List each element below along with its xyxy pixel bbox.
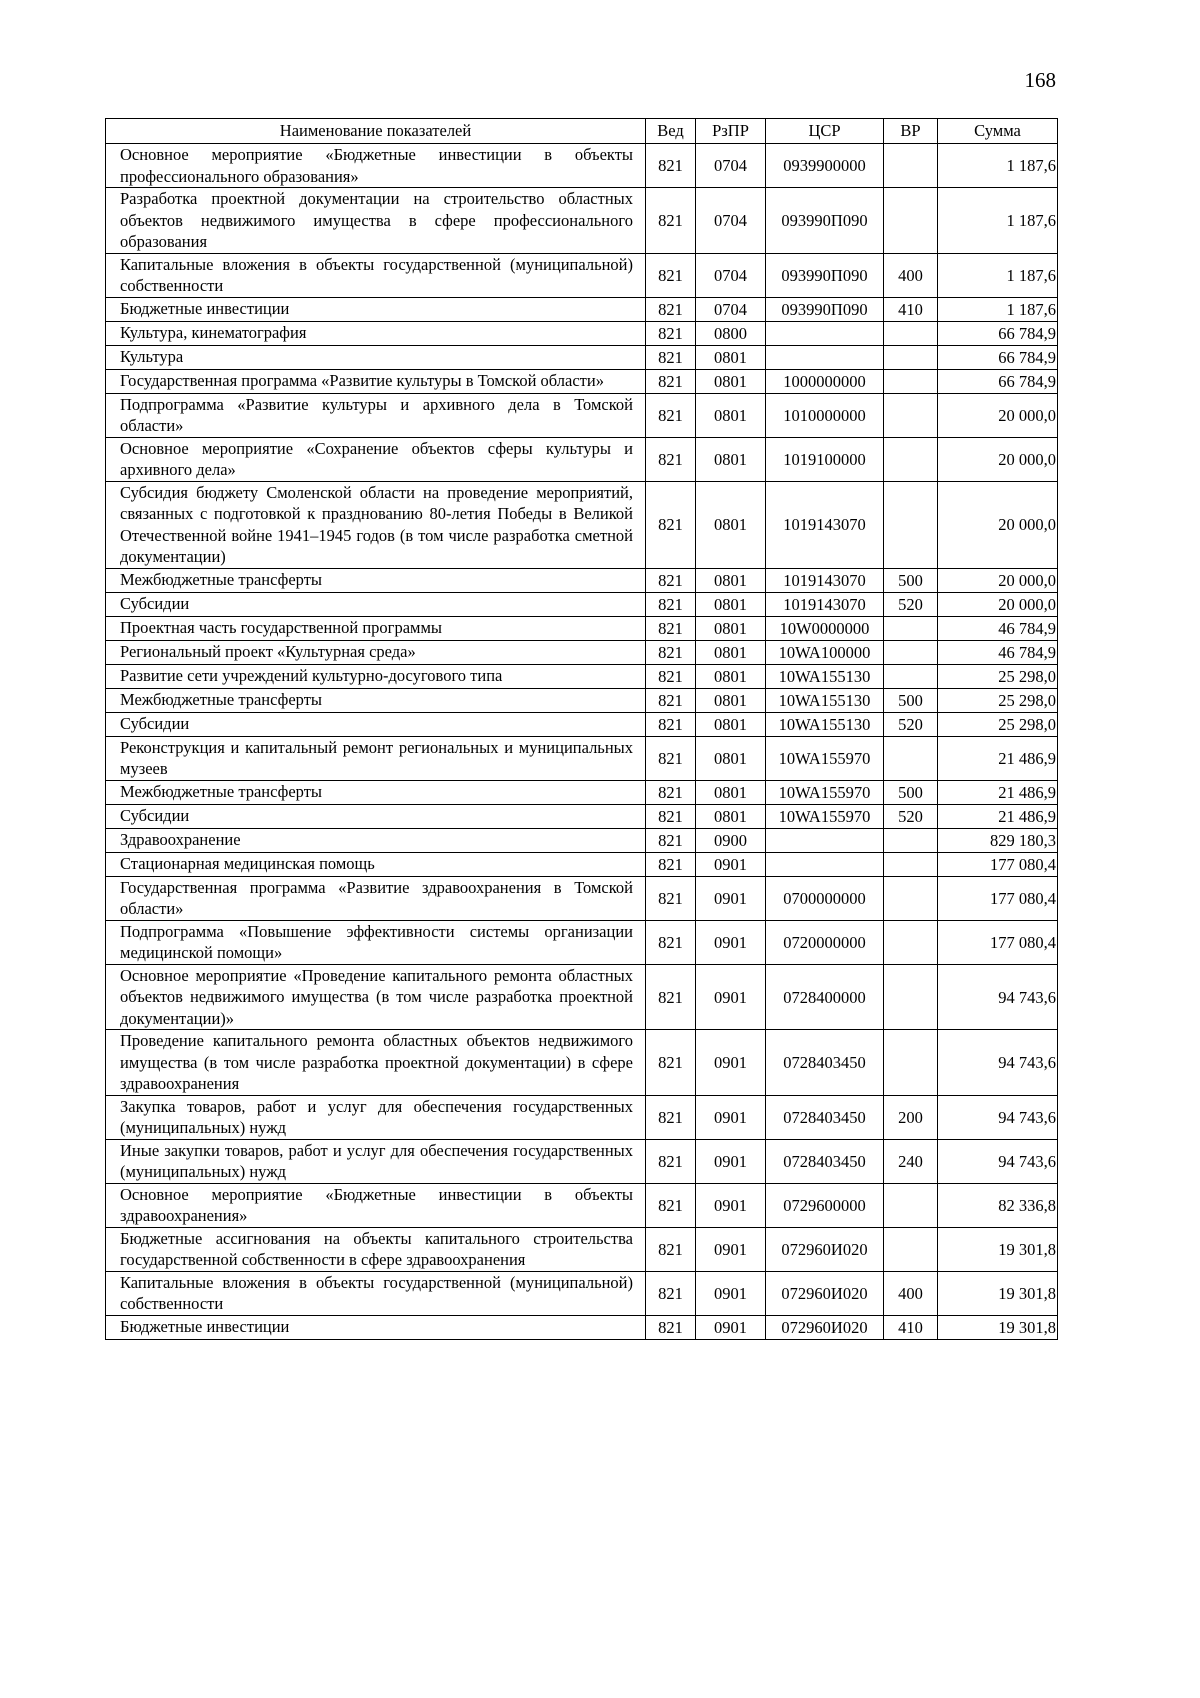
cell-sum: 20 000,0: [938, 437, 1058, 481]
cell-name: Региональный проект «Культурная среда»: [106, 640, 646, 664]
cell-sum: 20 000,0: [938, 393, 1058, 437]
cell-ved: 821: [646, 1095, 696, 1139]
cell-sum: 177 080,4: [938, 876, 1058, 920]
cell-ved: 821: [646, 920, 696, 964]
cell-rzpr: 0901: [696, 1095, 766, 1139]
cell-sum: 829 180,3: [938, 828, 1058, 852]
cell-rzpr: 0801: [696, 640, 766, 664]
cell-ved: 821: [646, 369, 696, 393]
cell-vr: [884, 964, 938, 1030]
cell-vr: 500: [884, 688, 938, 712]
cell-csr: 1019143070: [766, 568, 884, 592]
cell-name: Стационарная медицинская помощь: [106, 852, 646, 876]
cell-csr: 0720000000: [766, 920, 884, 964]
cell-ved: 821: [646, 1271, 696, 1315]
header-name: Наименование показателей: [106, 119, 646, 144]
cell-rzpr: 0704: [696, 253, 766, 297]
cell-rzpr: 0801: [696, 437, 766, 481]
cell-vr: 400: [884, 1271, 938, 1315]
cell-vr: 200: [884, 1095, 938, 1139]
cell-ved: 821: [646, 688, 696, 712]
cell-csr: 1000000000: [766, 369, 884, 393]
cell-vr: 500: [884, 568, 938, 592]
table-row: [106, 481, 1058, 568]
cell-name: Субсидии: [106, 804, 646, 828]
cell-name: Культура, кинематография: [106, 321, 646, 345]
cell-csr: 072960И020: [766, 1227, 884, 1271]
cell-sum: 21 486,9: [938, 780, 1058, 804]
cell-vr: [884, 1227, 938, 1271]
table-row: [106, 1139, 1058, 1183]
cell-rzpr: 0901: [696, 1315, 766, 1339]
cell-vr: [884, 920, 938, 964]
header-vr: ВР: [884, 119, 938, 144]
table-row: [106, 1315, 1058, 1339]
cell-name: Межбюджетные трансферты: [106, 780, 646, 804]
cell-vr: [884, 345, 938, 369]
cell-rzpr: 0901: [696, 1227, 766, 1271]
cell-vr: [884, 876, 938, 920]
cell-sum: 46 784,9: [938, 640, 1058, 664]
cell-name: Государственная программа «Развитие здравоохранения в Томской области»: [106, 876, 646, 920]
cell-csr: 1019143070: [766, 481, 884, 568]
cell-vr: [884, 437, 938, 481]
cell-ved: 821: [646, 712, 696, 736]
cell-csr: 093990П090: [766, 188, 884, 254]
cell-vr: 400: [884, 253, 938, 297]
cell-vr: [884, 828, 938, 852]
cell-rzpr: 0801: [696, 616, 766, 640]
cell-name: Государственная программа «Развитие культуры в Томской области»: [106, 369, 646, 393]
cell-sum: 21 486,9: [938, 736, 1058, 780]
table-row: [106, 664, 1058, 688]
cell-name: Проектная часть государственной программы: [106, 616, 646, 640]
cell-sum: 1 187,6: [938, 188, 1058, 254]
cell-ved: 821: [646, 393, 696, 437]
table-row: [106, 640, 1058, 664]
cell-name: Разработка проектной документации на строительство областных объектов недвижимого имущества в сфере профессионального образования: [106, 188, 646, 254]
cell-name: Здравоохранение: [106, 828, 646, 852]
cell-sum: 19 301,8: [938, 1315, 1058, 1339]
cell-ved: 821: [646, 481, 696, 568]
cell-sum: 94 743,6: [938, 1095, 1058, 1139]
cell-csr: 0728403450: [766, 1139, 884, 1183]
cell-rzpr: 0901: [696, 1030, 766, 1096]
cell-csr: 1010000000: [766, 393, 884, 437]
cell-csr: 10WA155970: [766, 780, 884, 804]
cell-vr: 520: [884, 804, 938, 828]
table-row: [106, 964, 1058, 1030]
cell-ved: 821: [646, 876, 696, 920]
cell-vr: [884, 616, 938, 640]
cell-name: Основное мероприятие «Бюджетные инвестиции в объекты профессионального образования»: [106, 144, 646, 188]
table-row: [106, 1271, 1058, 1315]
table-row: [106, 1183, 1058, 1227]
cell-ved: 821: [646, 253, 696, 297]
cell-ved: 821: [646, 188, 696, 254]
table-row: [106, 1227, 1058, 1271]
cell-csr: 10WA155130: [766, 664, 884, 688]
cell-rzpr: 0801: [696, 804, 766, 828]
cell-sum: 25 298,0: [938, 712, 1058, 736]
cell-rzpr: 0901: [696, 1183, 766, 1227]
cell-csr: 0700000000: [766, 876, 884, 920]
cell-rzpr: 0704: [696, 144, 766, 188]
cell-ved: 821: [646, 616, 696, 640]
cell-sum: 1 187,6: [938, 144, 1058, 188]
table-row: [106, 712, 1058, 736]
cell-rzpr: 0801: [696, 664, 766, 688]
cell-csr: 0939900000: [766, 144, 884, 188]
cell-vr: [884, 144, 938, 188]
cell-rzpr: 0801: [696, 369, 766, 393]
cell-csr: 10WA100000: [766, 640, 884, 664]
cell-rzpr: 0801: [696, 345, 766, 369]
cell-rzpr: 0704: [696, 188, 766, 254]
cell-csr: [766, 345, 884, 369]
cell-rzpr: 0801: [696, 780, 766, 804]
cell-sum: 66 784,9: [938, 321, 1058, 345]
cell-csr: 10WA155130: [766, 688, 884, 712]
cell-vr: [884, 852, 938, 876]
cell-sum: 94 743,6: [938, 1030, 1058, 1096]
cell-csr: 10WA155130: [766, 712, 884, 736]
cell-rzpr: 0901: [696, 1139, 766, 1183]
cell-vr: [884, 664, 938, 688]
cell-rzpr: 0801: [696, 592, 766, 616]
cell-name: Подпрограмма «Развитие культуры и архивного дела в Томской области»: [106, 393, 646, 437]
cell-ved: 821: [646, 1315, 696, 1339]
cell-vr: 520: [884, 592, 938, 616]
table-row: [106, 144, 1058, 188]
cell-rzpr: 0900: [696, 828, 766, 852]
cell-csr: 1019100000: [766, 437, 884, 481]
cell-name: Основное мероприятие «Сохранение объектов сферы культуры и архивного дела»: [106, 437, 646, 481]
cell-name: Субсидии: [106, 592, 646, 616]
table-row: [106, 804, 1058, 828]
cell-csr: 0728403450: [766, 1030, 884, 1096]
cell-vr: [884, 1183, 938, 1227]
cell-rzpr: 0901: [696, 964, 766, 1030]
cell-ved: 821: [646, 1030, 696, 1096]
cell-sum: 20 000,0: [938, 568, 1058, 592]
cell-ved: 821: [646, 640, 696, 664]
cell-ved: 821: [646, 828, 696, 852]
cell-sum: 25 298,0: [938, 664, 1058, 688]
cell-name: Бюджетные ассигнования на объекты капитального строительства государственной собственности в сфере здравоохранения: [106, 1227, 646, 1271]
table-row: [106, 321, 1058, 345]
cell-csr: 1019143070: [766, 592, 884, 616]
cell-ved: 821: [646, 592, 696, 616]
cell-vr: [884, 188, 938, 254]
cell-rzpr: 0901: [696, 920, 766, 964]
cell-csr: [766, 321, 884, 345]
cell-sum: 94 743,6: [938, 964, 1058, 1030]
cell-rzpr: 0801: [696, 481, 766, 568]
cell-vr: [884, 1030, 938, 1096]
cell-name: Капитальные вложения в объекты государственной (муниципальной) собственности: [106, 253, 646, 297]
cell-name: Бюджетные инвестиции: [106, 297, 646, 321]
cell-name: Капитальные вложения в объекты государственной (муниципальной) собственности: [106, 1271, 646, 1315]
cell-ved: 821: [646, 780, 696, 804]
cell-rzpr: 0801: [696, 712, 766, 736]
table-row: [106, 1095, 1058, 1139]
cell-sum: 19 301,8: [938, 1227, 1058, 1271]
cell-name: Иные закупки товаров, работ и услуг для обеспечения государственных (муниципальных) нужд: [106, 1139, 646, 1183]
cell-vr: [884, 736, 938, 780]
cell-ved: 821: [646, 736, 696, 780]
table-row: [106, 852, 1058, 876]
cell-rzpr: 0801: [696, 568, 766, 592]
table-row: [106, 393, 1058, 437]
cell-name: Субсидии: [106, 712, 646, 736]
table-body: [106, 144, 1058, 1340]
cell-ved: 821: [646, 664, 696, 688]
table-row: [106, 369, 1058, 393]
cell-sum: 94 743,6: [938, 1139, 1058, 1183]
cell-vr: [884, 369, 938, 393]
header-ved: Вед: [646, 119, 696, 144]
cell-ved: 821: [646, 437, 696, 481]
table-row: [106, 253, 1058, 297]
cell-name: Бюджетные инвестиции: [106, 1315, 646, 1339]
cell-name: Субсидия бюджету Смоленской области на проведение мероприятий, связанных с подготовкой к празднованию 80-летия Победы в Великой Отечественной войне 1941–1945 годов (в том числе разработка сметной документации): [106, 481, 646, 568]
cell-vr: 410: [884, 297, 938, 321]
cell-rzpr: 0704: [696, 297, 766, 321]
cell-ved: 821: [646, 568, 696, 592]
cell-name: Подпрограмма «Повышение эффективности системы организации медицинской помощи»: [106, 920, 646, 964]
cell-name: Межбюджетные трансферты: [106, 568, 646, 592]
cell-ved: 821: [646, 1227, 696, 1271]
table-row: [106, 568, 1058, 592]
cell-csr: 0729600000: [766, 1183, 884, 1227]
table-row: [106, 828, 1058, 852]
budget-table: [105, 118, 1058, 1340]
cell-csr: [766, 828, 884, 852]
header-rzpr: РзПР: [696, 119, 766, 144]
cell-rzpr: 0801: [696, 688, 766, 712]
table-row: [106, 592, 1058, 616]
table-row: [106, 1030, 1058, 1096]
cell-csr: [766, 852, 884, 876]
cell-ved: 821: [646, 964, 696, 1030]
cell-ved: 821: [646, 297, 696, 321]
cell-sum: 20 000,0: [938, 592, 1058, 616]
cell-rzpr: 0901: [696, 852, 766, 876]
table-row: [106, 688, 1058, 712]
cell-ved: 821: [646, 144, 696, 188]
cell-csr: 10WA155970: [766, 804, 884, 828]
cell-rzpr: 0801: [696, 736, 766, 780]
header-sum: Сумма: [938, 119, 1058, 144]
header-csr: ЦСР: [766, 119, 884, 144]
cell-name: Культура: [106, 345, 646, 369]
cell-rzpr: 0901: [696, 1271, 766, 1315]
cell-ved: 821: [646, 1183, 696, 1227]
cell-sum: 177 080,4: [938, 852, 1058, 876]
cell-vr: 410: [884, 1315, 938, 1339]
cell-name: Межбюджетные трансферты: [106, 688, 646, 712]
cell-name: Проведение капитального ремонта областных объектов недвижимого имущества (в том числе разработка проектной документации) в сфере здравоохранения: [106, 1030, 646, 1096]
table-row: [106, 297, 1058, 321]
cell-vr: [884, 393, 938, 437]
cell-name: Реконструкция и капитальный ремонт региональных и муниципальных музеев: [106, 736, 646, 780]
cell-ved: 821: [646, 804, 696, 828]
cell-vr: 500: [884, 780, 938, 804]
cell-name: Закупка товаров, работ и услуг для обеспечения государственных (муниципальных) нужд: [106, 1095, 646, 1139]
cell-rzpr: 0901: [696, 876, 766, 920]
table-row: [106, 780, 1058, 804]
cell-vr: 240: [884, 1139, 938, 1183]
cell-csr: 0728403450: [766, 1095, 884, 1139]
cell-sum: 1 187,6: [938, 253, 1058, 297]
table-row: [106, 876, 1058, 920]
table-row: [106, 616, 1058, 640]
cell-sum: 66 784,9: [938, 369, 1058, 393]
table-row: [106, 188, 1058, 254]
cell-ved: 821: [646, 852, 696, 876]
page-number: 168: [1024, 68, 1056, 92]
cell-name: Развитие сети учреждений культурно-досугового типа: [106, 664, 646, 688]
table-row: [106, 920, 1058, 964]
cell-sum: 21 486,9: [938, 804, 1058, 828]
cell-sum: 20 000,0: [938, 481, 1058, 568]
cell-vr: [884, 321, 938, 345]
cell-rzpr: 0800: [696, 321, 766, 345]
cell-sum: 46 784,9: [938, 616, 1058, 640]
cell-sum: 25 298,0: [938, 688, 1058, 712]
cell-ved: 821: [646, 345, 696, 369]
table-row: [106, 736, 1058, 780]
cell-csr: 093990П090: [766, 253, 884, 297]
cell-csr: 093990П090: [766, 297, 884, 321]
cell-sum: 19 301,8: [938, 1271, 1058, 1315]
table-header-row: [106, 119, 1058, 144]
cell-csr: 0728400000: [766, 964, 884, 1030]
cell-sum: 66 784,9: [938, 345, 1058, 369]
cell-vr: 520: [884, 712, 938, 736]
cell-name: Основное мероприятие «Бюджетные инвестиции в объекты здравоохранения»: [106, 1183, 646, 1227]
cell-ved: 821: [646, 321, 696, 345]
cell-name: Основное мероприятие «Проведение капитального ремонта областных объектов недвижимого имущества (в том числе разработка проектной документации)»: [106, 964, 646, 1030]
cell-csr: 10WA155970: [766, 736, 884, 780]
cell-csr: 072960И020: [766, 1315, 884, 1339]
table-row: [106, 437, 1058, 481]
cell-csr: 10W0000000: [766, 616, 884, 640]
cell-rzpr: 0801: [696, 393, 766, 437]
cell-ved: 821: [646, 1139, 696, 1183]
cell-sum: 177 080,4: [938, 920, 1058, 964]
cell-sum: 82 336,8: [938, 1183, 1058, 1227]
cell-vr: [884, 640, 938, 664]
cell-csr: 072960И020: [766, 1271, 884, 1315]
cell-sum: 1 187,6: [938, 297, 1058, 321]
cell-vr: [884, 481, 938, 568]
table-row: [106, 345, 1058, 369]
